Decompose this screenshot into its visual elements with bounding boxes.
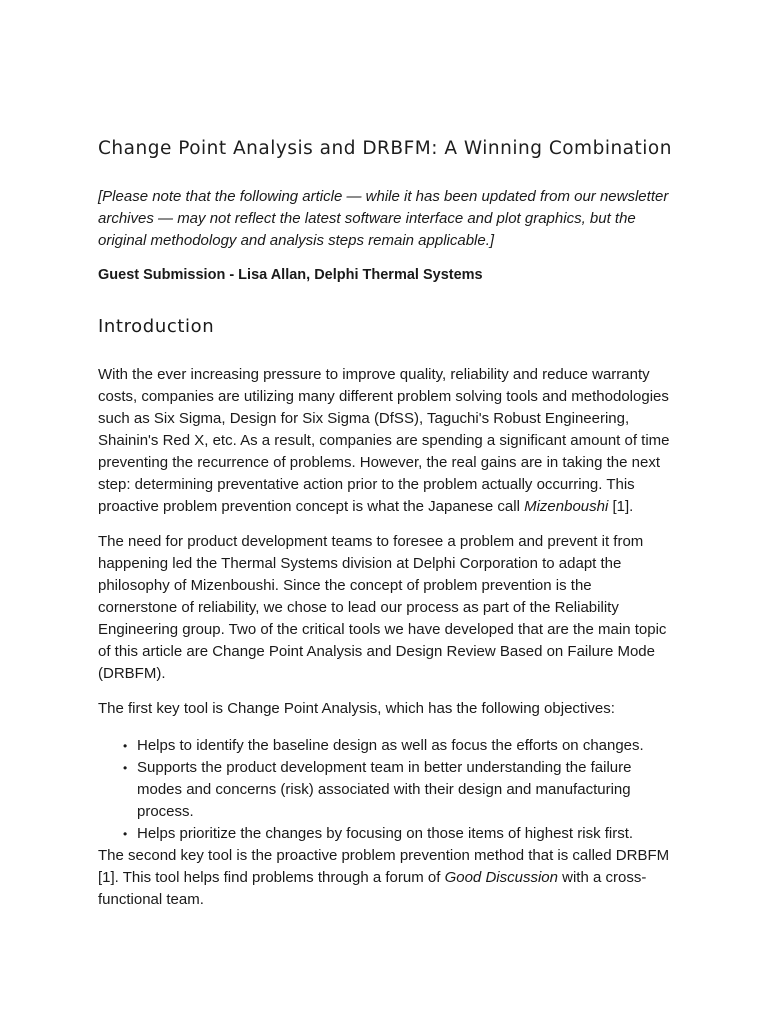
list-item: • Supports the product development team in better understanding the failure modes and concerns (risk) associated with their design and manufacturing process. xyxy=(137,757,674,823)
article-body xyxy=(98,364,674,924)
paragraph-4 xyxy=(98,845,674,911)
paragraph-4-end: with a cross-functional team. xyxy=(98,869,647,908)
archive-note: [Please note that the following article — while it has been updated from our newsletter archives — may not reflect the latest software interface and plot graphics, but the original methodology and analysis steps remain applicable.] xyxy=(98,188,669,249)
paragraph-2: The need for product development teams to foresee a problem and prevent it from happening led the Thermal Systems division at Delphi Corporation to adapt the philosophy of Mizenboushi. Since the concept of problem prevention is the cornerstone of reliability, we chose to lead our process as part of the Reliability Engineering group. Two of the critical tools we have developed that are the main topic of this article are Change Point Analysis and Design Review Based on Failure Mode (DRBFM). xyxy=(98,533,667,682)
list-item: • Helps prioritize the changes by focusing on those items of highest risk first. xyxy=(137,823,674,845)
paragraph-3: The first key tool is Change Point Analysis, which has the following objectives: xyxy=(98,700,615,717)
section-heading-introduction: Introduction xyxy=(98,316,215,337)
objectives-list xyxy=(98,735,674,845)
byline: Guest Submission - Lisa Allan, Delphi Thermal Systems xyxy=(98,267,483,283)
term-good-discussion: Good Discussion xyxy=(444,869,558,886)
paragraph-1 xyxy=(98,364,674,518)
list-item: • Helps to identify the baseline design as well as focus the efforts on changes. xyxy=(137,735,674,757)
paragraph-1-citation: [1]. xyxy=(608,498,634,515)
paragraph-4-text: The second key tool is the proactive problem prevention method that is called DRBFM [1]. This tool helps find problems through a forum of xyxy=(98,847,670,886)
term-mizenboushi: Mizenboushi xyxy=(524,498,609,515)
paragraph-1-text: With the ever increasing pressure to improve quality, reliability and reduce warranty costs, companies are utilizing many different problem solving tools and methodologies such as Six Sigma, Design for Six Sigma (DfSS), Taguchi's Robust Engineering, Shainin's Red X, etc. As a result, companies are spending a significant amount of time preventing the recurrence of problems. However, the real gains are in taking the next step: determining preventative action prior to the problem actually occurring. This proactive problem prevention concept is what the Japanese call xyxy=(98,366,670,515)
article-title: Change Point Analysis and DRBFM: A Winning Combination xyxy=(98,138,672,159)
